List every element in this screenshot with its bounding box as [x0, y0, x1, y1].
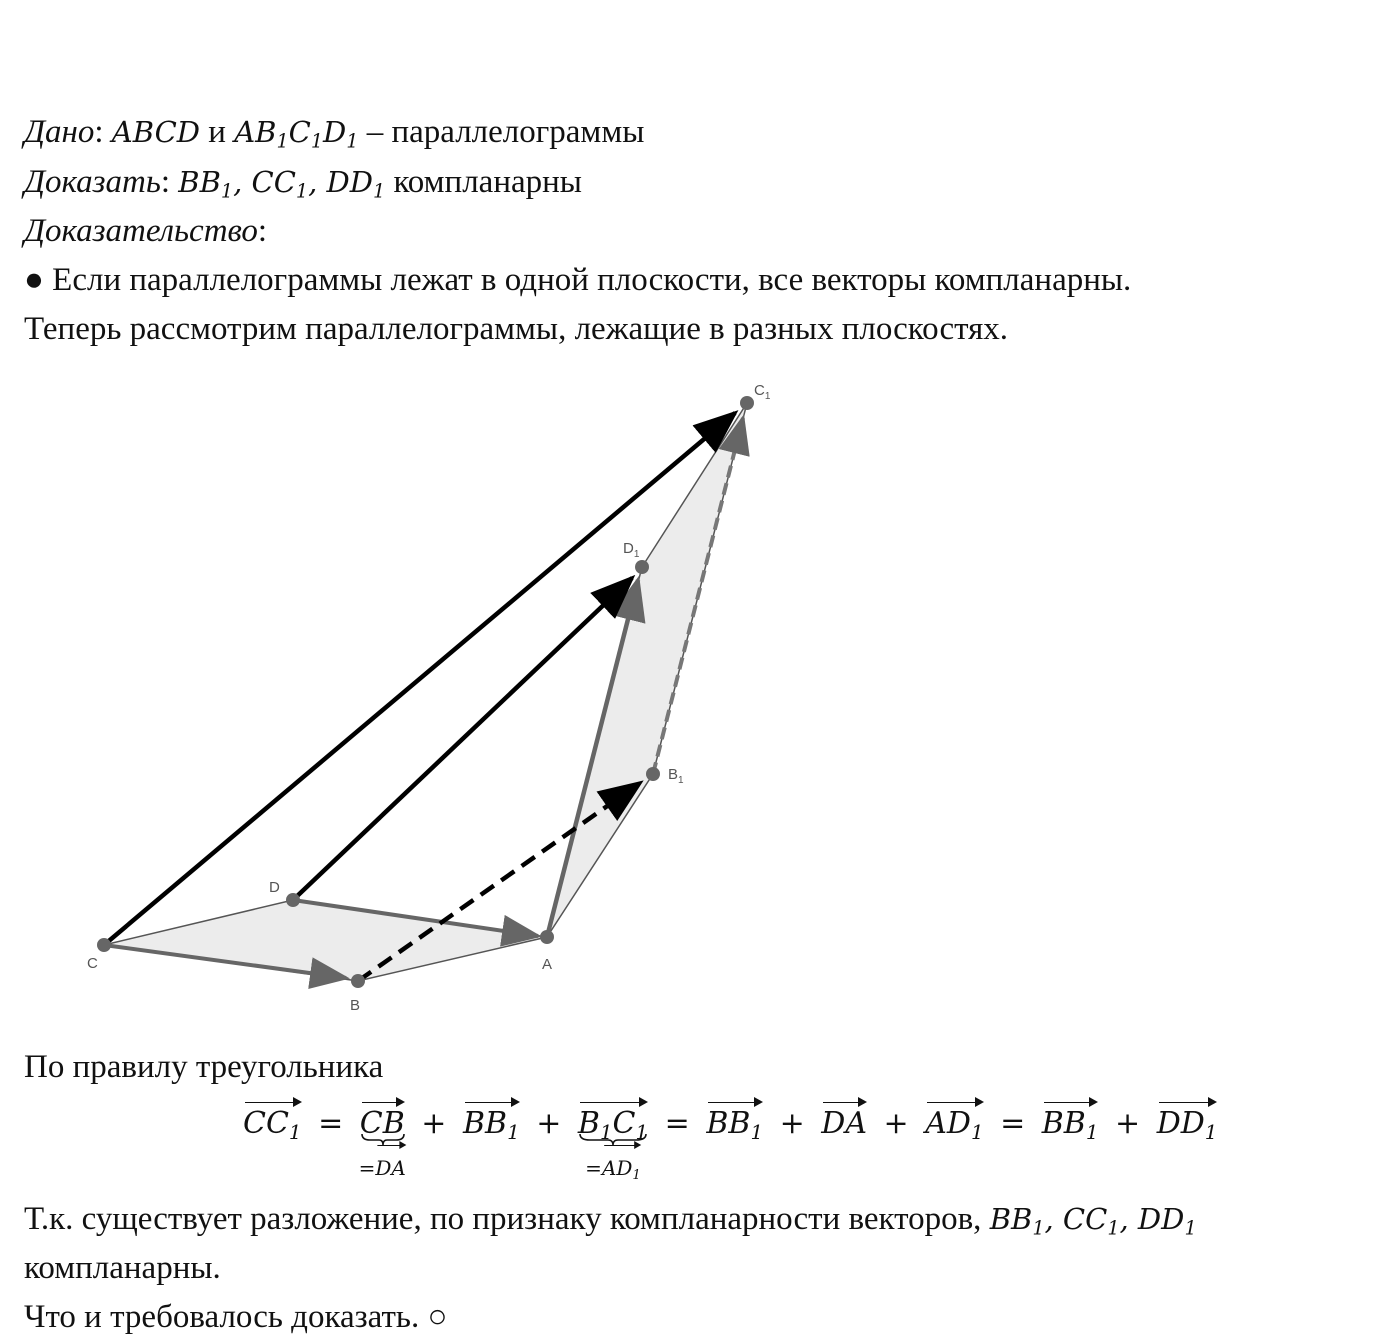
- eq-cb-braced: [358, 1098, 406, 1180]
- parallelogram-abcd: [104, 900, 547, 981]
- eq-bb1-1: $BB_1$: [463, 1098, 520, 1144]
- proof-heading: Доказательство:: [24, 213, 268, 249]
- proof-label: Доказательство: [24, 213, 258, 249]
- conclusion-tail: компланарны.: [24, 1250, 221, 1286]
- point-a: [540, 930, 554, 944]
- eq-b1c1: $B_1C_1$: [578, 1098, 648, 1144]
- qed-line: Что и требовалось доказать. ○: [24, 1299, 448, 1335]
- conclusion-vectors: $BB_1$, $CC_1$, $DD_1$: [989, 1202, 1197, 1240]
- eq-ad1: $AD_1$: [925, 1098, 983, 1144]
- prove-vectors: $BB_1$, $CC_1$, $DD_1$: [178, 165, 386, 203]
- geometry-figure: [0, 360, 820, 1020]
- consider-text: Теперь рассмотрим параллелограммы, лежащие в разных плоскостях.: [24, 311, 1009, 347]
- label-a: A: [542, 956, 553, 973]
- eq-cc1: $CC_1$: [243, 1098, 302, 1144]
- point-b: [351, 974, 365, 988]
- point-c: [97, 938, 111, 952]
- eq-dd1: $DD_1$: [1157, 1098, 1218, 1144]
- eq-bb1-2: $BB_1$: [706, 1098, 763, 1144]
- prove-line: Доказать: $BB_1$, $CC_1$, $DD_1$ компланарны: [24, 164, 582, 203]
- eq-cb: CB: [360, 1098, 405, 1144]
- under-da: =DA: [359, 1142, 406, 1188]
- given-line: Дано: ABCD и $AB_1C_1D_1$ – параллелограммы: [24, 114, 645, 153]
- point-b1: [646, 767, 660, 781]
- label-d1: $D_1$: [623, 540, 640, 560]
- vector-equation: $CC_1$ = CB =DA + $BB_1 + B_1C_1$ $=AD_1$ = $BB_1$ + DA + $AD_1 = BB_1 + DD_1$: [243, 1098, 1217, 1144]
- triangle-rule-text: По правилу треугольника: [24, 1049, 384, 1085]
- label-b: B: [350, 997, 361, 1014]
- label-b1: $B_1$: [668, 766, 684, 786]
- label-d: D: [269, 879, 280, 896]
- eq-da: DA: [821, 1098, 867, 1144]
- point-d: [286, 893, 300, 907]
- eq-b1c1-braced: [577, 1098, 649, 1183]
- given-parallelogram-2: $AB_1C_1D_1$: [234, 115, 359, 153]
- prove-label: Доказать: [24, 164, 161, 200]
- point-c1: [740, 396, 754, 410]
- label-c: C: [87, 955, 98, 972]
- point-d1: [635, 560, 649, 574]
- under-ad1: $=AD_1$: [585, 1142, 641, 1188]
- given-label: Дано: [24, 114, 95, 150]
- given-parallelogram-1: ABCD: [111, 115, 201, 149]
- parallelogram-ab1c1d1: [547, 403, 747, 937]
- bullet-text: ● Если параллелограммы лежат в одной плоскости, все векторы компланарны.: [24, 262, 1132, 298]
- conclusion-line: Т.к. существует разложение, по признаку компланарности векторов, $BB_1$, $CC_1$, $DD_1$: [24, 1201, 1197, 1240]
- label-c1: $C_1$: [754, 382, 771, 402]
- eq-bb1-3: $BB_1$: [1042, 1098, 1099, 1144]
